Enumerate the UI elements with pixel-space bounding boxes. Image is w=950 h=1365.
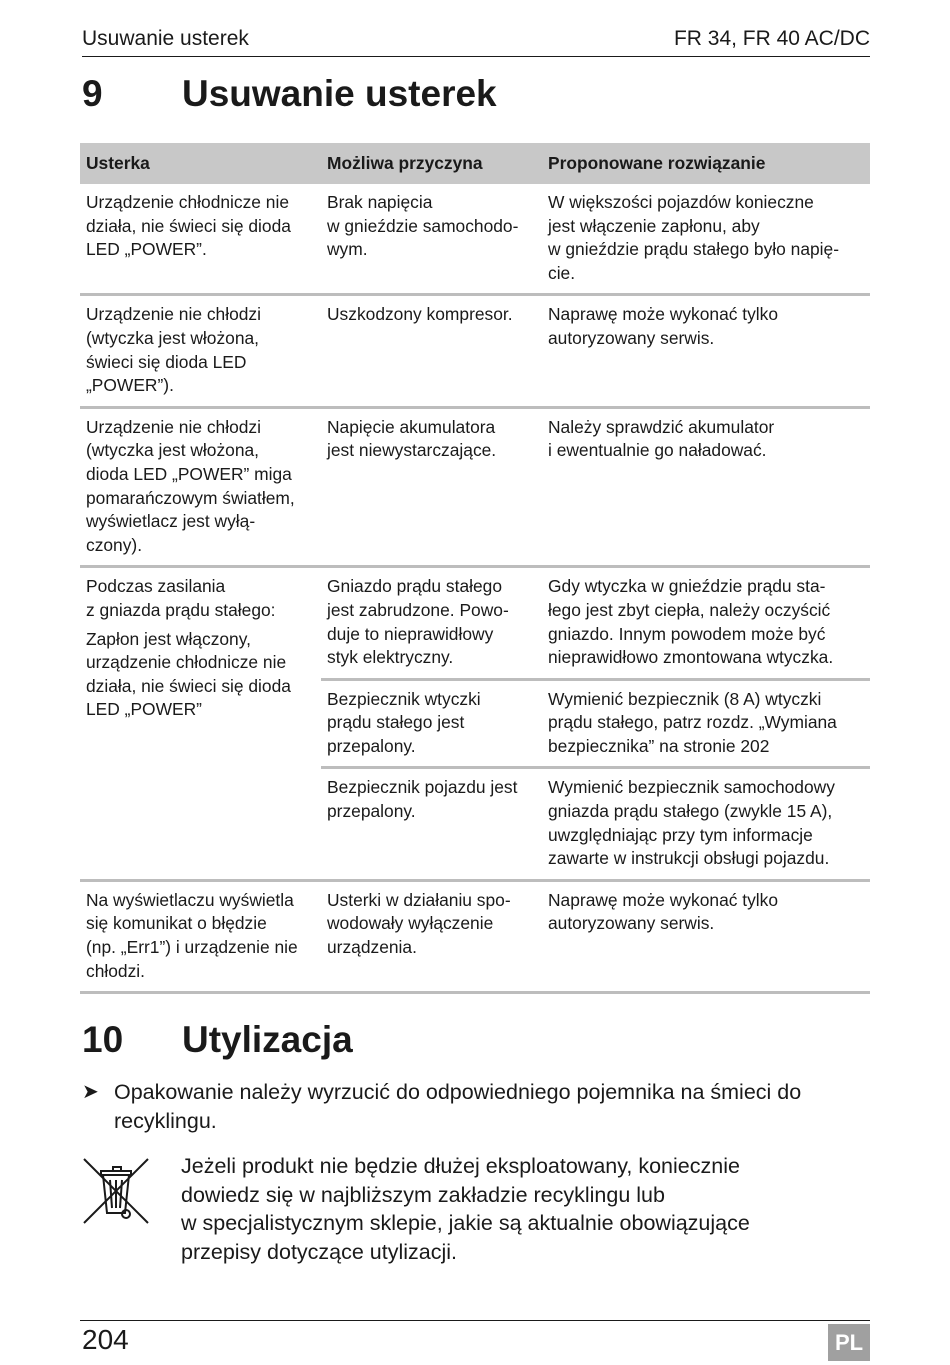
cell-line: Zapłon jest włączony,	[86, 628, 251, 649]
solution-cell	[542, 768, 870, 880]
cell-line: Naprawę może wykonać tylko	[548, 889, 779, 910]
cause-cell	[321, 295, 542, 407]
cell-line: Wymienić bezpiecznik samochodowy	[548, 777, 835, 798]
cell-line: cie.	[548, 262, 576, 283]
text-line: Jeżeli produkt nie będzie dłużej eksploatowany, koniecznie	[181, 1154, 740, 1178]
running-header-model: FR 34, FR 40 AC/DC	[673, 27, 870, 50]
footer-divider	[80, 1320, 870, 1321]
cell-line: jest zabrudzone. Powo-	[327, 599, 509, 620]
cell-line: (wtyczka jest włożona,	[86, 440, 259, 461]
cell-line: „POWER”).	[86, 375, 174, 396]
cell-line: działa, nie świeci się dioda	[86, 215, 291, 236]
cell-line: Urządzenie chłodnicze nie	[86, 192, 290, 212]
cause-cell	[321, 407, 542, 567]
text-line: w specjalistycznym sklepie, jakie są aktualnie obowiązujące	[181, 1211, 750, 1235]
cell-line: Bezpiecznik pojazdu jest	[327, 777, 518, 798]
page-number: 204	[82, 1324, 129, 1355]
cell-line: Wymienić bezpiecznik (8 A) wtyczki	[548, 688, 822, 709]
section-number: 9	[82, 73, 103, 114]
cell-line: pomarańczowym światłem,	[86, 487, 295, 508]
running-header	[82, 26, 870, 57]
cell-line: (np. „Err1”) i urządzenie nie	[86, 937, 298, 958]
cell-line: Naprawę może wykonać tylko	[548, 304, 779, 325]
cell-line: Napięcie akumulatora	[327, 416, 496, 437]
cause-cell	[321, 679, 542, 768]
cell-line: w gnieździe prądu stałego było napię-	[548, 239, 839, 260]
section-title: Utylizacja	[182, 1019, 353, 1060]
cell-line: w gnieździe samochodo-	[327, 215, 519, 236]
cell-line: prądu stałego, patrz rozdz. „Wymiana	[548, 712, 837, 733]
cell-line: bezpiecznika” na stronie 202	[548, 735, 770, 756]
fault-cell	[80, 184, 321, 295]
instruction-text	[114, 1078, 874, 1136]
table-row	[80, 295, 870, 407]
cell-line: Brak napięcia	[327, 192, 433, 212]
cell-line: LED „POWER”	[86, 699, 202, 720]
cell-line: czony).	[86, 534, 143, 555]
cell-line: jest niewystarczające.	[327, 440, 497, 461]
cell-line: autoryzowany serwis.	[548, 327, 715, 348]
table-header-row	[80, 143, 870, 184]
cell-line: przepalony.	[327, 735, 416, 756]
solution-cell	[542, 679, 870, 768]
cell-line: się komunikat o błędzie	[86, 913, 267, 934]
cell-line: (wtyczka jest włożona,	[86, 327, 259, 348]
cell-line: gniazda prądu stałego (zwykle 15 A),	[548, 801, 833, 822]
weee-disposal-text	[181, 1152, 841, 1266]
cell-line: działa, nie świeci się dioda	[86, 675, 291, 696]
cell-line: Na wyświetlaczu wyświetla	[86, 889, 294, 910]
cell-line: Bezpiecznik wtyczki	[327, 688, 481, 709]
cell-line: świeci się dioda LED	[86, 351, 247, 372]
cell-line: Gniazdo prądu stałego	[327, 576, 502, 597]
table-row	[80, 880, 870, 992]
fault-cell	[80, 407, 321, 567]
cell-line: duje to nieprawidłowy	[327, 623, 494, 644]
cell-line: W większości pojazdów konieczne	[548, 192, 814, 212]
cause-cell	[321, 768, 542, 880]
cell-line: dioda LED „POWER” miga	[86, 463, 292, 484]
troubleshooting-table	[80, 143, 870, 994]
cell-line: styk elektryczny.	[327, 647, 454, 668]
solution-cell	[542, 880, 870, 992]
table-row	[80, 184, 870, 295]
language-badge: PL	[828, 1324, 870, 1361]
solution-cell	[542, 407, 870, 567]
cell-line: autoryzowany serwis.	[548, 913, 715, 934]
cell-line: prądu stałego jest	[327, 712, 465, 733]
cell-line: łego jest zbyt ciepła, należy oczyścić	[548, 599, 831, 620]
crossed-out-wheelie-bin-icon	[80, 1155, 152, 1227]
cell-line: z gniazda prądu stałego:	[86, 599, 276, 620]
solution-cell	[542, 295, 870, 407]
cell-line: Usterki w działaniu spo-	[327, 889, 511, 910]
text-line: dowiedz się w najbliższym zakładzie recyklingu lub	[181, 1182, 665, 1207]
fault-cell	[80, 567, 321, 881]
cell-line: jest włączenie zapłonu, aby	[548, 215, 760, 236]
solution-cell	[542, 567, 870, 679]
cell-line: Uszkodzony kompresor.	[327, 304, 513, 325]
fault-cell	[80, 295, 321, 407]
cell-line: Podczas zasilania	[86, 576, 226, 597]
fault-cell	[80, 880, 321, 992]
text-line: recyklingu.	[114, 1109, 217, 1133]
table-row	[80, 567, 870, 679]
cause-cell	[321, 880, 542, 992]
running-header-chapter: Usuwanie usterek	[82, 27, 249, 50]
cell-line: urządzenia.	[327, 937, 417, 958]
column-header-fault: Usterka	[80, 143, 321, 184]
table-row	[80, 407, 870, 567]
cell-line: uwzględniając przy tym informacje	[548, 824, 813, 845]
cell-line: przepalony.	[327, 801, 416, 822]
cell-line: LED „POWER”.	[86, 239, 207, 260]
cell-line: Urządzenie nie chłodzi	[86, 304, 261, 325]
section-number: 10	[82, 1019, 124, 1060]
cell-line: wodowały wyłączenie	[327, 913, 494, 934]
cause-cell	[321, 567, 542, 679]
cell-line: chłodzi.	[86, 960, 145, 981]
column-header-solution: Proponowane rozwiązanie	[542, 143, 870, 184]
cell-line: gniazdo. Innym powodem może być	[548, 623, 826, 644]
cell-line: Gdy wtyczka w gnieździe prądu sta-	[548, 576, 826, 597]
cell-line: urządzenie chłodnicze nie	[86, 652, 287, 673]
cell-line: Urządzenie nie chłodzi	[86, 416, 261, 437]
section-title: Usuwanie usterek	[182, 73, 497, 114]
cell-line: i ewentualnie go naładować.	[548, 440, 767, 461]
cause-cell	[321, 184, 542, 295]
arrow-bullet-icon: ➤	[82, 1081, 99, 1103]
cell-line: nieprawidłowo zmontowana wtyczka.	[548, 647, 834, 668]
solution-cell	[542, 184, 870, 295]
text-line: Opakowanie należy wyrzucić do odpowiedniego pojemnika na śmieci do	[114, 1080, 802, 1104]
cell-line: Należy sprawdzić akumulator	[548, 416, 775, 437]
text-line: przepisy dotyczące utylizacji.	[181, 1239, 458, 1264]
cell-line: wyświetlacz jest wyłą-	[86, 511, 256, 532]
cell-line: wym.	[327, 239, 368, 260]
cell-line: zawarte w instrukcji obsługi pojazdu.	[548, 848, 830, 869]
column-header-cause: Możliwa przyczyna	[321, 143, 542, 184]
